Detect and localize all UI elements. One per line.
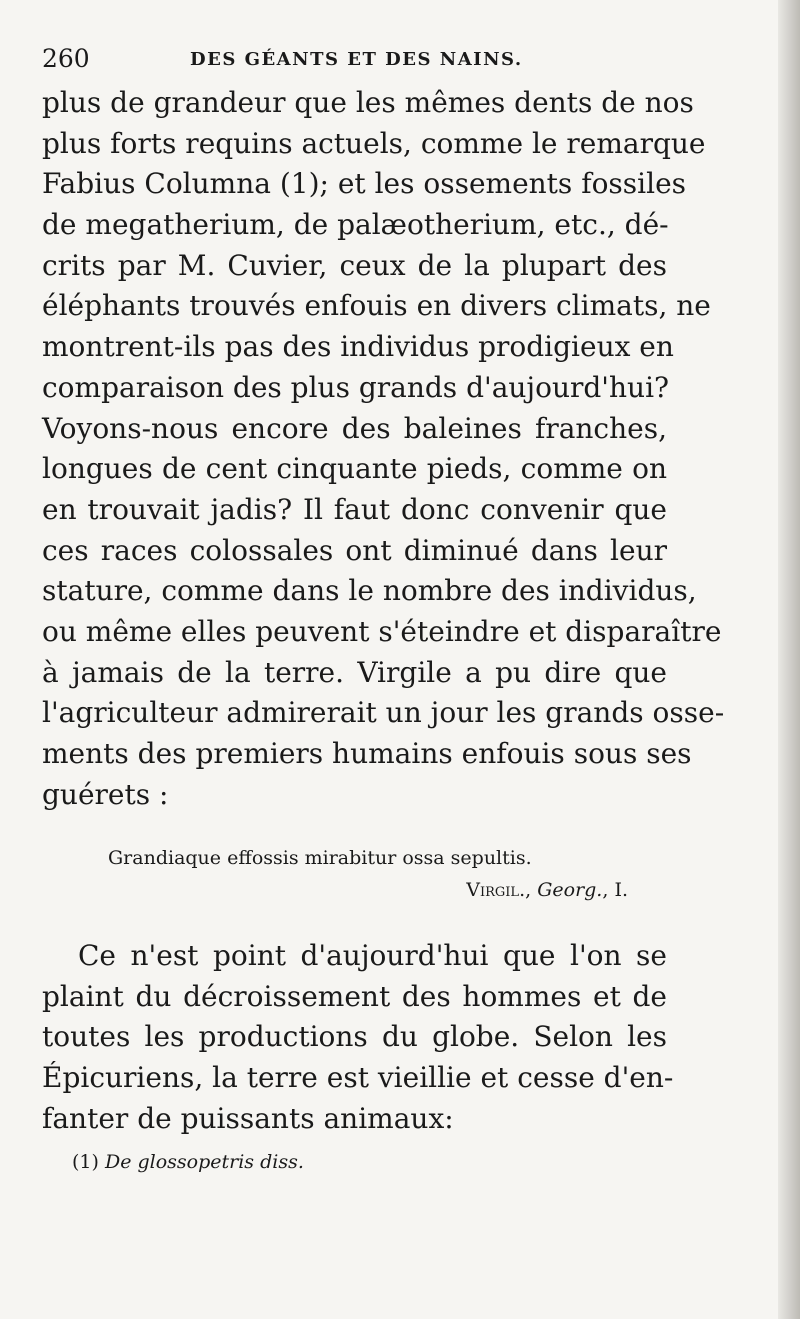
text-line: ments des premiers humains enfouis sous ses [42,737,692,770]
quote-book: I. [614,879,628,901]
text-line: de megatherium, de palæotherium, etc., dé- [42,208,669,242]
page-header [42,44,682,74]
text-line: l'agriculteur admirerait un jour les grands osse- [42,696,725,730]
latin-quotation [108,842,628,906]
text-line: ces races colossales ont diminué dans leur [42,533,667,567]
text-line: à jamais de la terre. Virgile a pu dire que [42,655,667,689]
text-line: montrent-ils pas des individus prodigieux en [42,330,674,364]
text-line: Ce n'est point d'aujourd'hui que l'on se [78,939,667,972]
text-line: comparaison des plus grands d'aujourd'hui? [42,370,670,404]
text-line: plaint du décroissement des hommes et de [42,979,667,1013]
text-line: stature, comme dans le nombre des individus, [42,574,697,608]
footnote-text: De glossopetris diss. [104,1151,304,1173]
footnote-marker: (1) [72,1151,99,1173]
page-number: 260 [42,44,90,73]
quote-author: Virgil. [466,879,526,901]
text-line: ou même elles peuvent s'éteindre et disparaître [42,614,722,648]
text-line: éléphants trouvés enfouis en divers climats, ne [42,289,711,323]
text-line: crits par M. Cuvier, ceux de la plupart des [42,248,667,282]
text-line: plus forts requins actuels, comme le remarque [42,126,706,160]
text-line: fanter de puissants animaux: [42,1101,454,1135]
text-line: toutes les productions du globe. Selon les [42,1020,667,1054]
text-line: longues de cent cinquante pieds, comme on [42,452,667,486]
quote-work: Georg. [537,879,603,901]
text-line: Fabius Columna (1); et les ossements fossiles [42,167,687,201]
text-line: en trouvait jadis? Il faut donc convenir que [42,492,667,526]
quote-verse: Grandiaque effossis mirabitur ossa sepultis. [108,847,532,869]
text-line: Voyons-nous encore des baleines franches, [42,411,667,445]
text-line: guérets : [42,777,169,811]
paragraph-1 [42,83,725,815]
running-head: DES GÉANTS ET DES NAINS. [190,49,523,70]
paragraph-2 [42,936,674,1139]
quote-source: Virgil., Georg., I. [466,879,628,901]
text-line: plus de grandeur que les mêmes dents de nos [42,86,694,119]
footnote [72,1151,572,1173]
page-edge [778,0,800,1319]
text-line: Épicuriens, la terre est vieillie et cesse d'en- [42,1061,674,1095]
